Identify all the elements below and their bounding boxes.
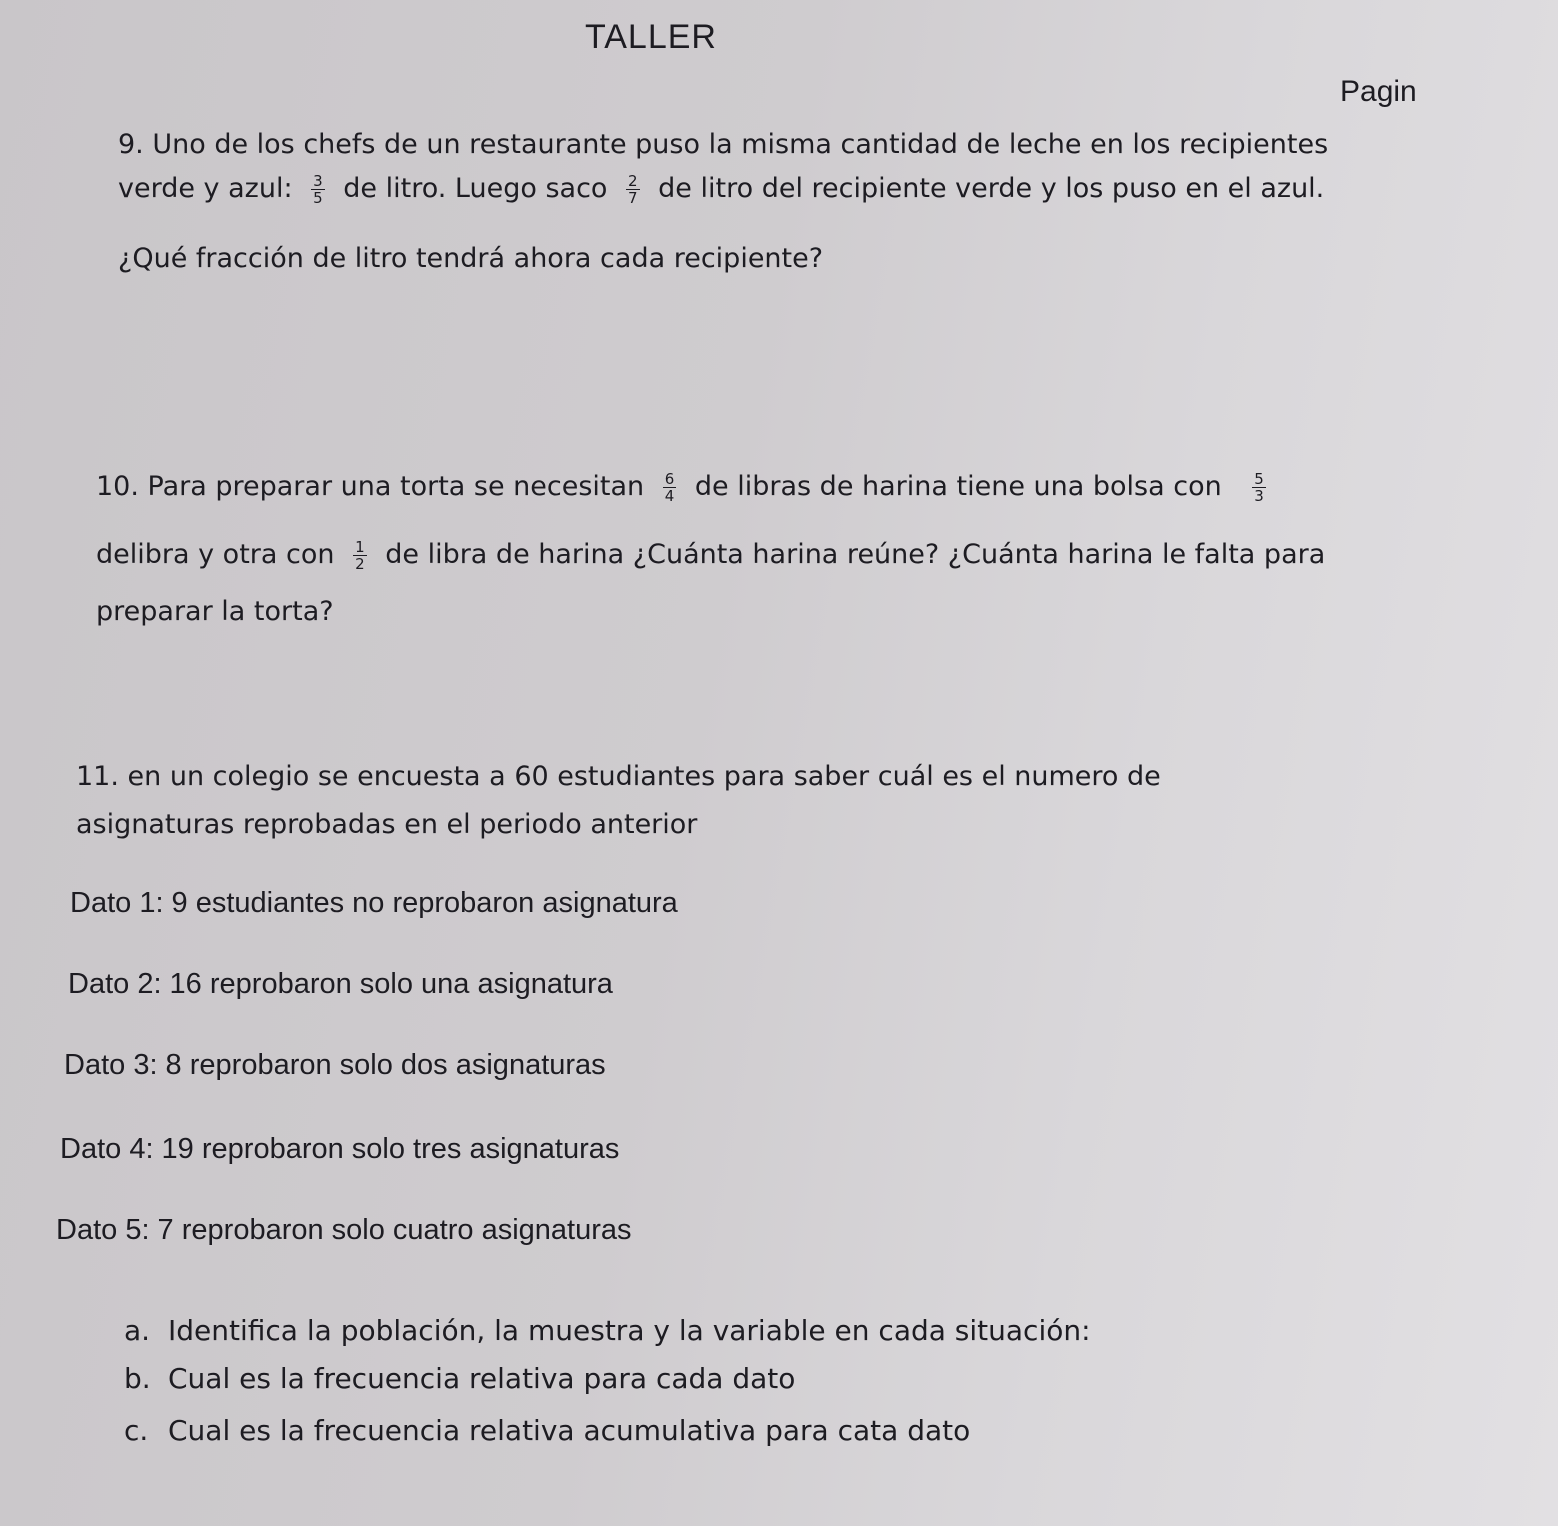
q10-line-3: preparar la torta? <box>96 596 334 627</box>
fraction-numerator: 3 <box>313 172 323 190</box>
fraction-denominator: 7 <box>628 189 638 207</box>
option-letter: c. <box>124 1414 149 1447</box>
worksheet-title: TALLER <box>585 18 717 56</box>
q10-text-c: delibra y otra con <box>96 539 335 570</box>
fraction-denominator: 2 <box>355 555 365 573</box>
dato-5: Dato 5: 7 reprobaron solo cuatro asignaturas <box>56 1214 632 1246</box>
page-label: Pagin <box>1340 75 1417 108</box>
q10-text-a: 10. Para preparar una torta se necesitan <box>96 471 645 502</box>
q9-text-b: de litro. Luego saco <box>343 173 608 204</box>
dato-1: Dato 1: 9 estudiantes no reprobaron asignatura <box>70 887 678 919</box>
option-letter: b. <box>124 1362 151 1395</box>
option-letter: a. <box>124 1314 151 1347</box>
q10-fraction-1-2 <box>353 539 367 572</box>
dato-4: Dato 4: 19 reprobaron solo tres asignaturas <box>60 1133 620 1165</box>
q10-line-1 <box>96 470 1276 504</box>
dato-2: Dato 2: 16 reprobaron solo una asignatura <box>68 968 613 1000</box>
fraction-numerator: 5 <box>1254 470 1264 488</box>
fraction-denominator: 3 <box>1254 487 1264 505</box>
fraction-numerator: 1 <box>355 538 365 556</box>
option-c <box>124 1414 970 1448</box>
fraction-denominator: 4 <box>664 487 675 505</box>
q10-fraction-5-3 <box>1252 471 1266 504</box>
fraction-numerator: 6 <box>664 470 675 488</box>
option-text: Cual es la frecuencia relativa para cada dato <box>168 1362 796 1395</box>
option-b <box>124 1362 795 1396</box>
dato-3: Dato 3: 8 reprobaron solo dos asignaturas <box>64 1049 606 1081</box>
q9-fraction-3-5 <box>311 173 325 206</box>
q10-line-2 <box>96 538 1325 572</box>
q10-text-d: de libra de harina ¿Cuánta harina reúne? ¿Cuánta harina le falta para <box>385 539 1326 570</box>
q10-text-b: de libras de harina tiene una bolsa con <box>694 471 1222 502</box>
option-text: Identifica la población, la muestra y la variable en cada situación: <box>168 1314 1091 1347</box>
q9-line-3: ¿Qué fracción de litro tendrá ahora cada recipiente? <box>118 243 824 274</box>
q11-line-2: asignaturas reprobadas en el periodo anterior <box>76 809 698 840</box>
q9-line-1: 9. Uno de los chefs de un restaurante puso la misma cantidad de leche en los recipientes <box>118 129 1329 160</box>
q11-line-1: 11. en un colegio se encuesta a 60 estudiantes para saber cuál es el numero de <box>76 761 1161 792</box>
q9-fraction-2-7 <box>626 173 640 206</box>
q10-fraction-6-4 <box>663 471 677 504</box>
q9-text-c: de litro del recipiente verde y los puso en el azul. <box>658 173 1325 204</box>
q9-text-a: verde y azul: <box>118 173 293 204</box>
fraction-numerator: 2 <box>628 172 638 190</box>
fraction-denominator: 5 <box>313 189 323 207</box>
q9-line-2 <box>118 172 1324 206</box>
option-a <box>124 1314 1091 1348</box>
option-text: Cual es la frecuencia relativa acumulativa para cata dato <box>168 1414 971 1447</box>
